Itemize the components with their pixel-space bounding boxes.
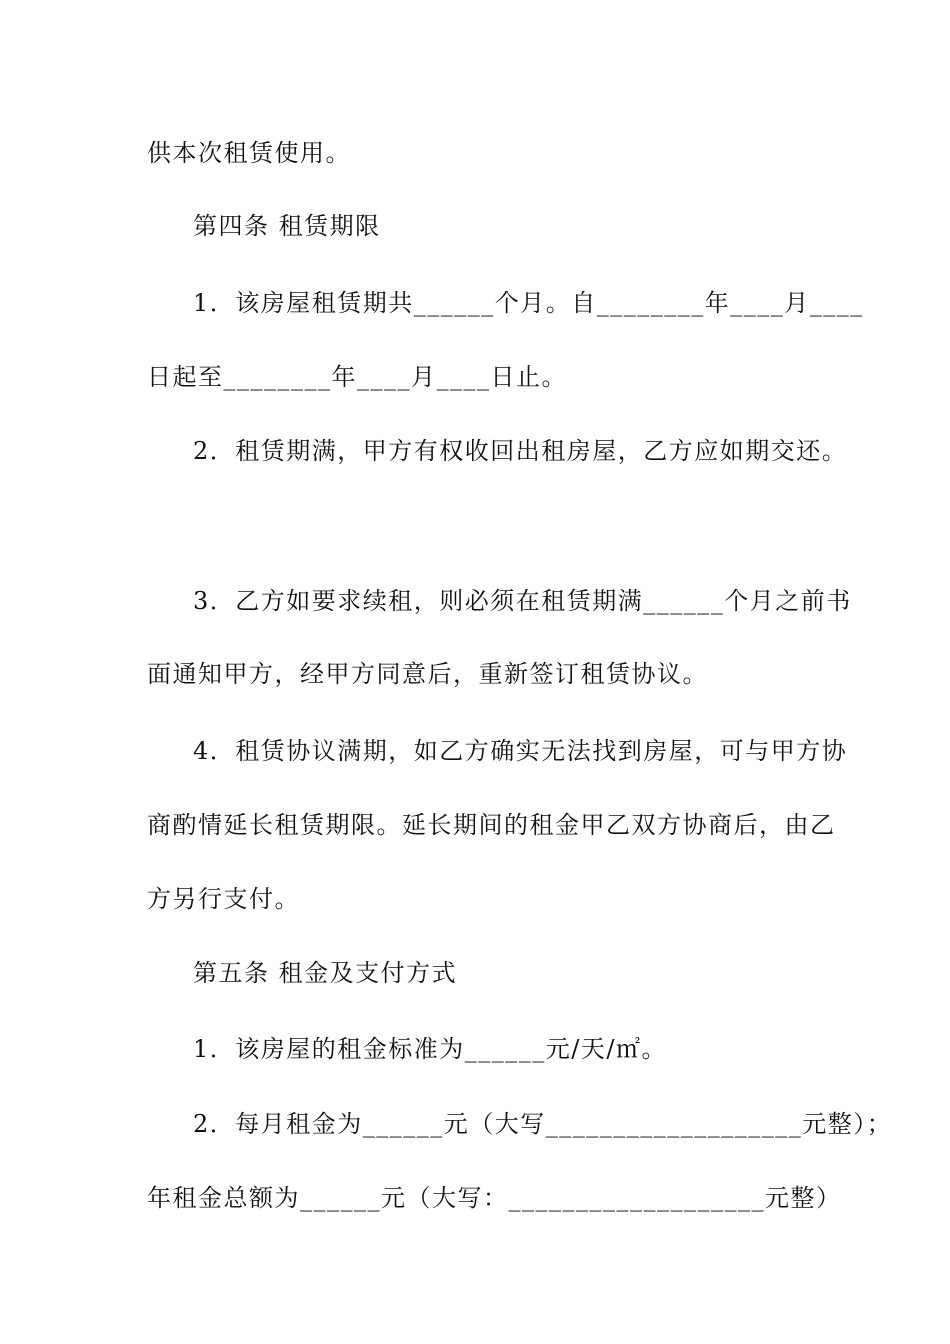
clause-4-3-line-2: 面通知甲方，经甲方同意后，重新签订租赁协议。 (147, 660, 708, 688)
clause-4-1-line-1: 1．该房屋租赁期共______个月。自________年____月____ (193, 289, 864, 317)
clause-4-4-line-3: 方另行支付。 (147, 885, 300, 913)
article-five-heading: 第五条 租金及支付方式 (193, 959, 458, 987)
clause-4-4-line-1: 4．租赁协议满期，如乙方确实无法找到房屋，可与甲方协 (193, 737, 848, 765)
paragraph-continuation: 供本次租赁使用。 (147, 139, 351, 167)
clause-4-4-line-2: 商酌情延长租赁期限。延长期间的租金甲乙双方协商后，由乙 (147, 811, 836, 839)
article-four-heading: 第四条 租赁期限 (193, 212, 381, 240)
clause-5-2-line-2: 年租金总额为______元（大写：___________________元整） (147, 1184, 842, 1212)
clause-4-3-line-1: 3．乙方如要求续租，则必须在租赁期满______个月之前书 (193, 587, 852, 615)
clause-5-2-line-1: 2．每月租金为______元（大写___________________元整）； (193, 1110, 893, 1138)
clause-4-2: 2．租赁期满，甲方有权收回出租房屋，乙方应如期交还。 (193, 437, 848, 465)
clause-5-1: 1．该房屋的租金标准为______元/天/㎡。 (193, 1035, 667, 1063)
clause-4-1-line-2: 日起至________年____月____日止。 (147, 363, 567, 391)
